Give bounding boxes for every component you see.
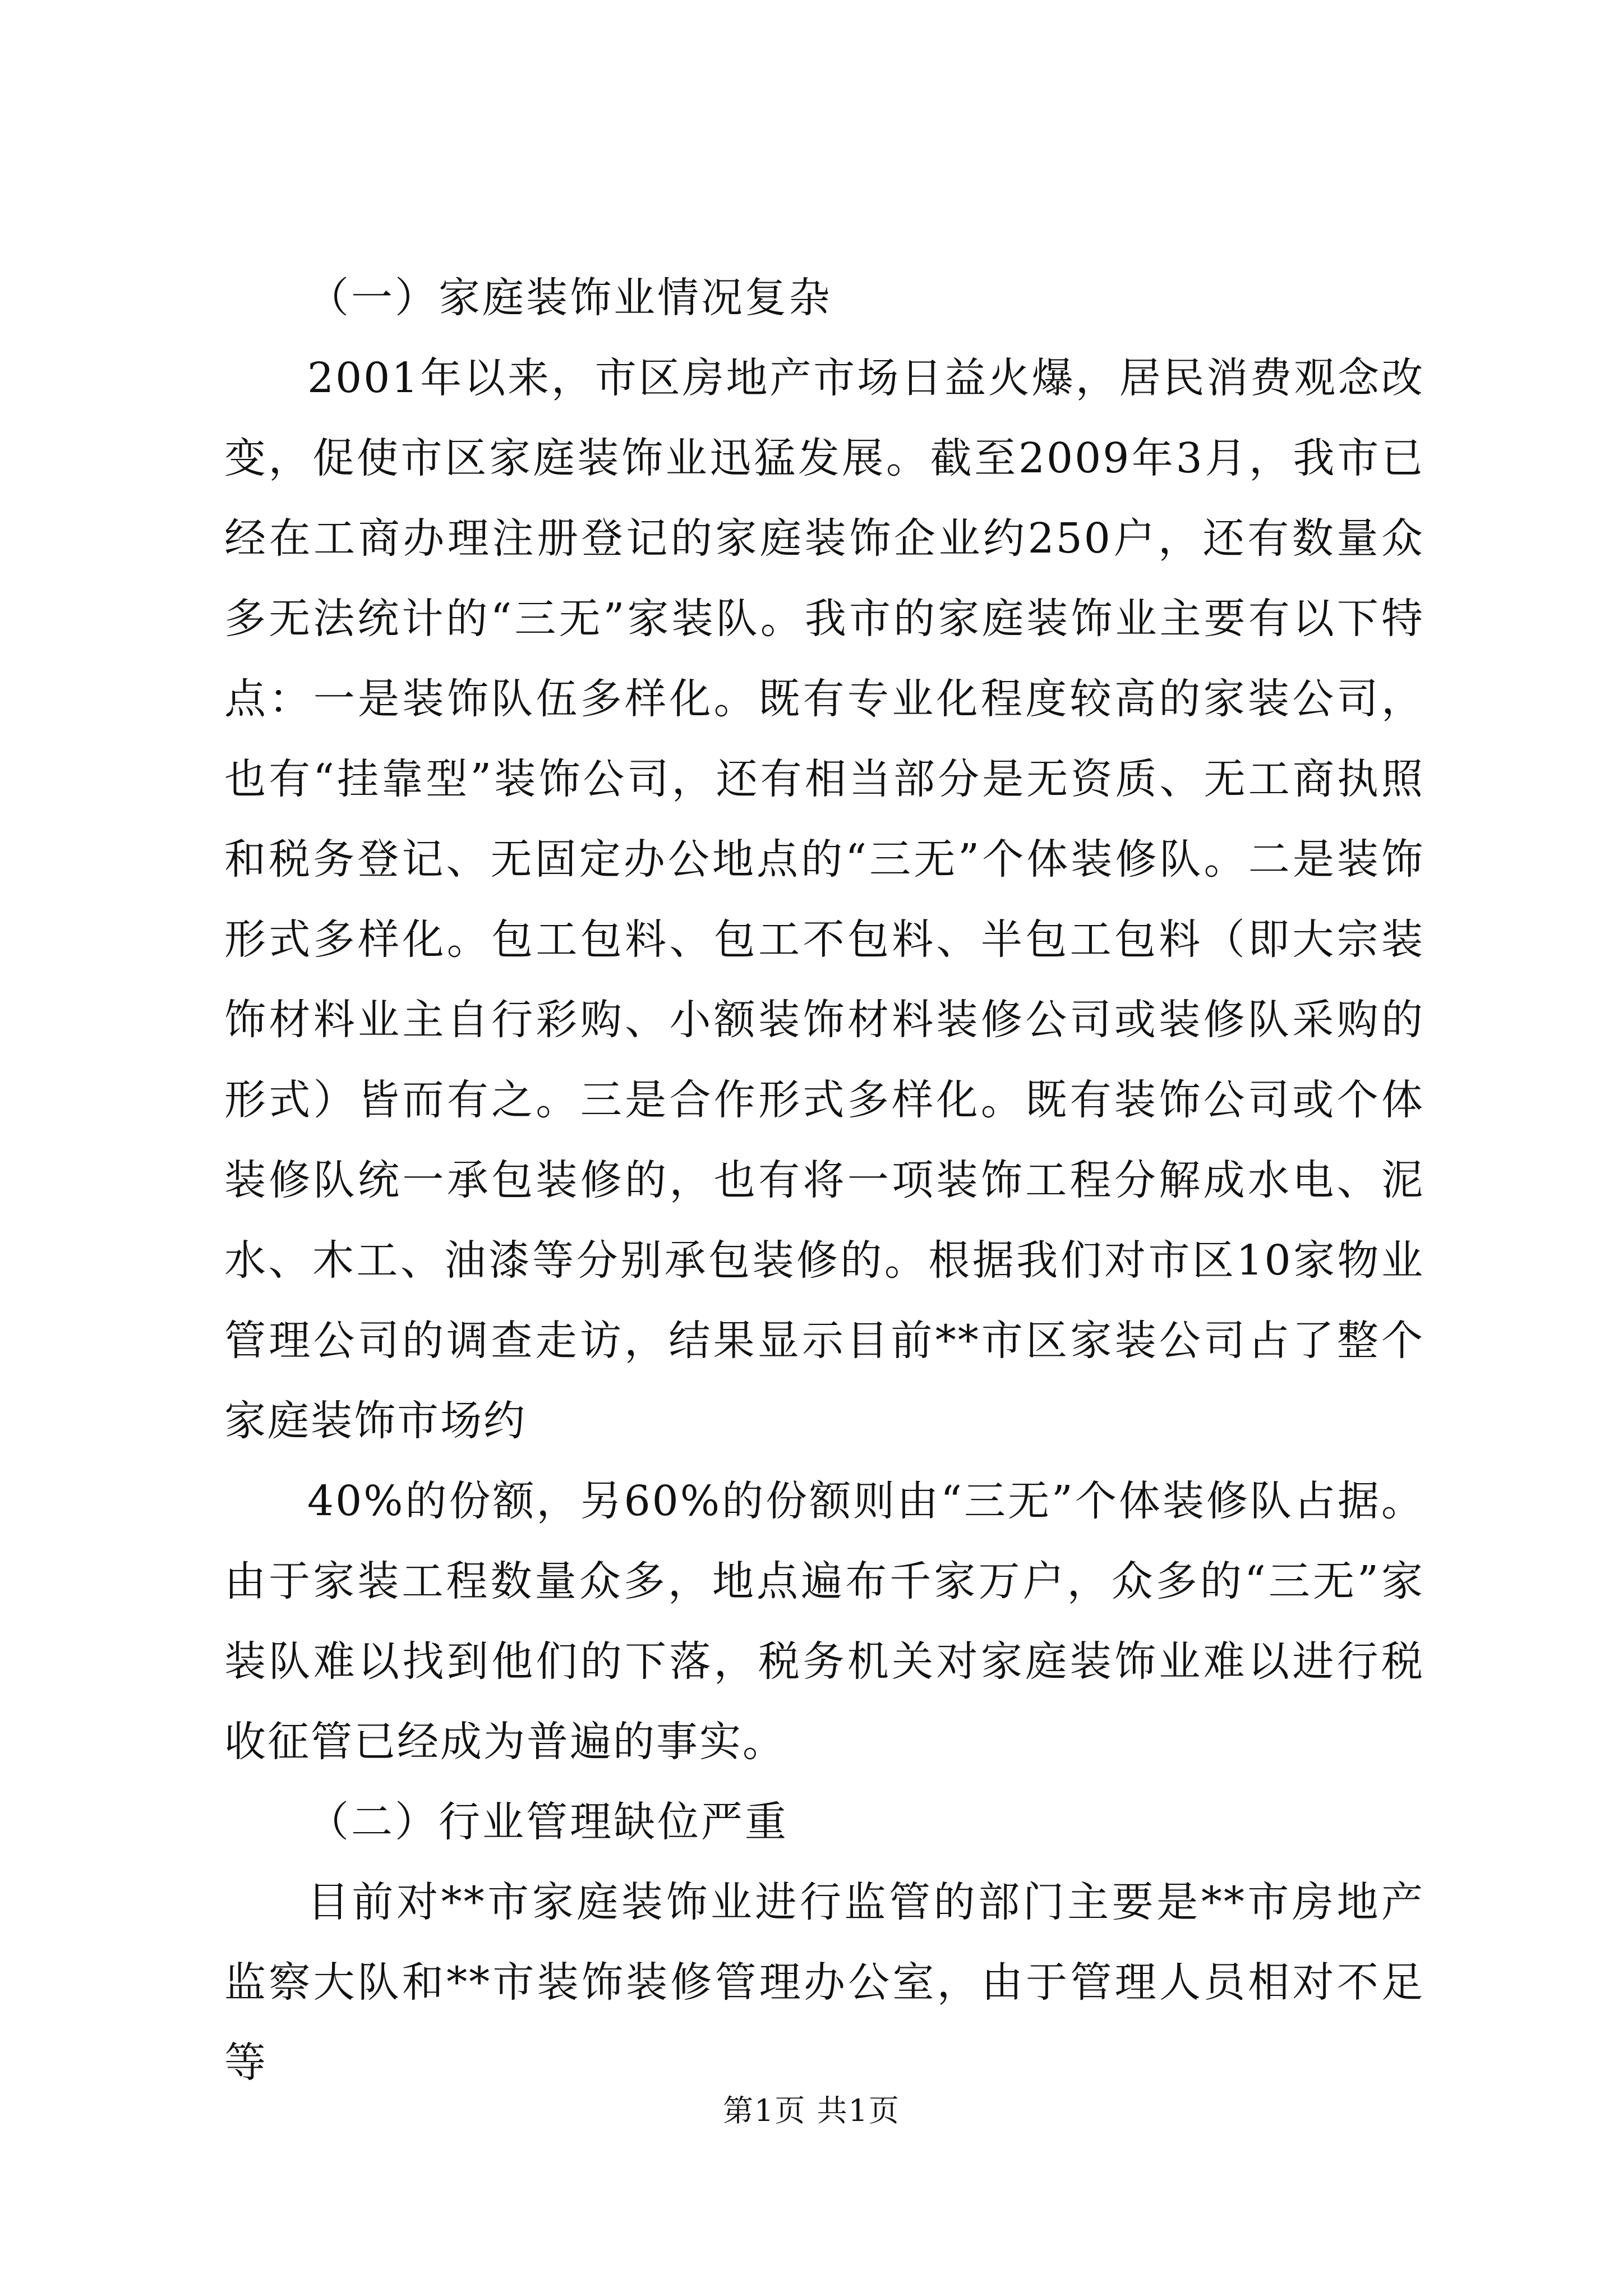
document-body [224,258,1424,2103]
paragraph-1: 2001年以来，市区房地产市场日益火爆，居民消费观念改变，促使市区家庭装饰业迅猛发展。截至2009年3月，我市已经在工商办理注册登记的家庭装饰企业约250户，还有数量众多无法统计的“三无”家装队。我市的家庭装饰业主要有以下特点：一是装饰队伍多样化。既有专业化程度较高的家装公司，也有“挂靠型”装饰公司，还有相当部分是无资质、无工商执照和税务登记、无固定办公地点的“三无”个体装修队。二是装饰形式多样化。包工包料、包工不包料、半包工包料（即大宗装饰材料业主自行彩购、小额装饰材料装修公司或装修队采购的形式）皆而有之。三是合作形式多样化。既有装饰公司或个体装修队统一承包装修的，也有将一项装饰工程分解成水电、泥水、木工、油漆等分别承包装修的。根据我们对市区10家物业管理公司的调查走访，结果显示目前**市区家装公司占了整个家庭装饰市场约 [224,354,1424,1445]
paragraph-2: 40%的份额，另60%的份额则由“三无”个体装修队占据。由于家装工程数量众多，地点遍布千家万户，众多的“三无”家装队难以找到他们的下落，税务机关对家庭装饰业难以进行税收征管已经成为普遍的事实。 [224,1477,1424,1766]
paragraph-3: 目前对**市家庭装饰业进行监管的部门主要是**市房地产监察大队和**市装饰装修管理办公室，由于管理人员相对不足等 [224,1878,1424,2087]
section-heading-1: （一）家庭装饰业情况复杂 [307,274,832,322]
section-heading-2: （二）行业管理缺位严重 [307,1798,789,1846]
page-footer: 第1页 共1页 [723,2093,900,2128]
